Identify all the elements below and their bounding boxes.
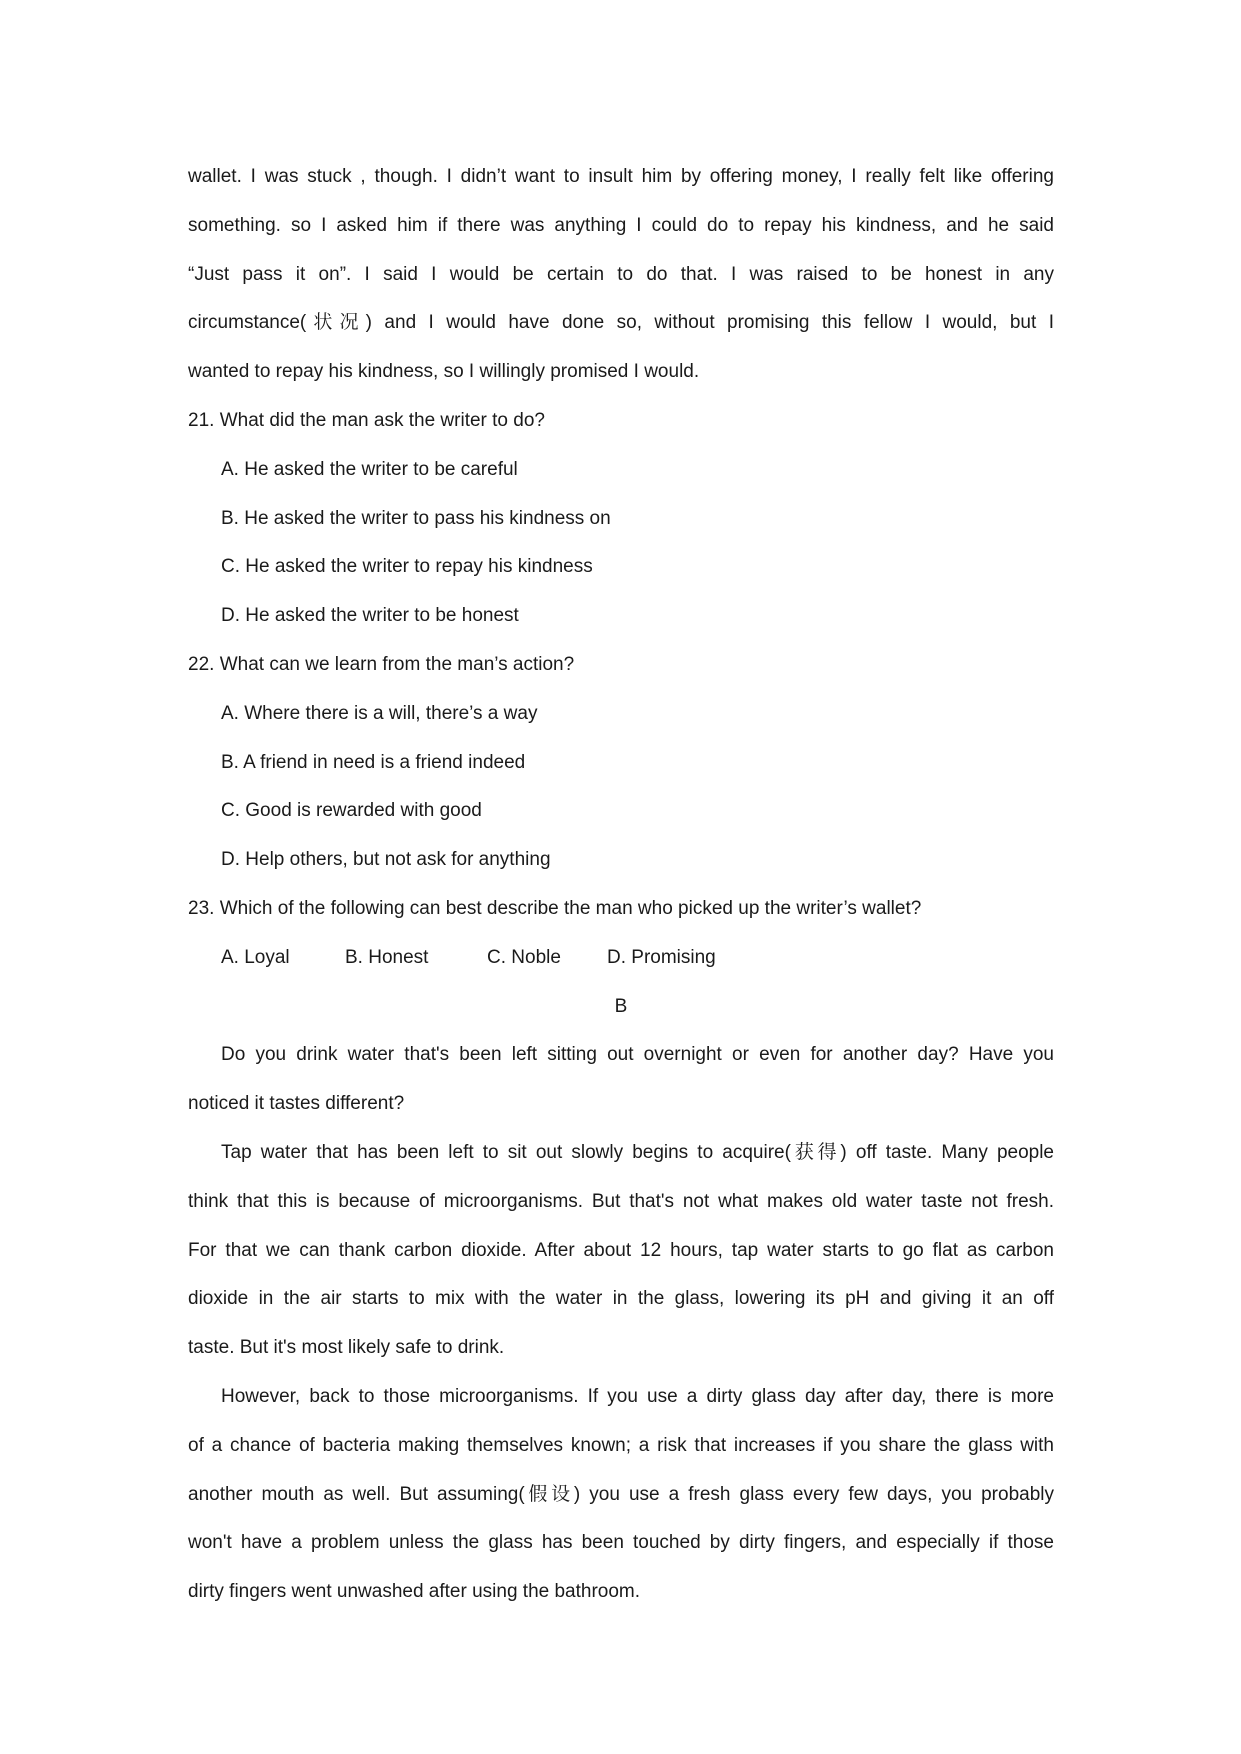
question-22 — [188, 641, 1054, 885]
passage-b-paragraph-2 — [188, 1129, 1054, 1373]
answer-option: B. He asked the writer to pass his kindness on — [221, 507, 611, 529]
answer-option: D. He asked the writer to be honest — [221, 605, 519, 627]
answer-option: D. Promising — [607, 946, 716, 968]
answer-option: A. He asked the writer to be careful — [221, 458, 518, 480]
passage-line: wanted to repay his kindness, so I willingly promised I would. — [188, 361, 700, 383]
passage-line: Do you drink water that's been left sitting out overnight or even for another day? Have you — [221, 1044, 1054, 1066]
question-23 — [188, 885, 1054, 983]
answer-option: C. He asked the writer to repay his kindness — [221, 556, 593, 578]
passage-b-paragraph-1 — [188, 1031, 1054, 1129]
answer-option: C. Noble — [487, 946, 561, 968]
passage-line: For that we can thank carbon dioxide. After about 12 hours, tap water starts to go flat as carbon — [188, 1239, 1054, 1261]
passage-line: think that this is because of microorganisms. But that's not what makes old water taste not fresh. — [188, 1190, 1054, 1212]
passage-line: noticed it tastes different? — [188, 1093, 405, 1115]
answer-option: A. Loyal — [221, 946, 290, 968]
passage-line: However, back to those microorganisms. If you use a dirty glass day after day, there is more — [221, 1385, 1054, 1407]
answer-option: B. A friend in need is a friend indeed — [221, 751, 526, 773]
answer-option: B. Honest — [345, 946, 429, 968]
answer-option: D. Help others, but not ask for anything — [221, 849, 551, 871]
passage-line: “Just pass it on”. I said I would be certain to do that. I was raised to be honest in any — [188, 263, 1054, 285]
passage-b-paragraph-3 — [188, 1373, 1054, 1617]
answer-option: A. Where there is a will, there’s a way — [221, 702, 538, 724]
question-21 — [188, 397, 1054, 641]
passage-line: dirty fingers went unwashed after using the bathroom. — [188, 1581, 641, 1603]
passage-line: dioxide in the air starts to mix with the water in the glass, lowering its pH and giving it an off — [188, 1288, 1054, 1310]
passage-line: something. so I asked him if there was anything I could do to repay his kindness, and he said — [188, 214, 1054, 236]
passage-line: won't have a problem unless the glass has been touched by dirty fingers, and especially if those — [188, 1532, 1054, 1554]
section-heading: B — [614, 995, 628, 1017]
passage-line: circumstance(状况) and I would have done so, without promising this fellow I would, but I — [188, 312, 1054, 334]
passage-line: another mouth as well. But assuming(假设) you use a fresh glass every few days, you probably — [188, 1483, 1054, 1505]
passage-line: taste. But it's most likely safe to drink. — [188, 1337, 505, 1359]
passage-line: wallet. I was stuck , though. I didn’t want to insult him by offering money, I really felt like offering — [188, 166, 1054, 187]
answer-options-row — [188, 934, 1054, 983]
passage-a-paragraph — [188, 153, 1054, 397]
question-stem: 22. What can we learn from the man’s action? — [188, 653, 575, 675]
document-page — [188, 153, 1054, 1617]
question-stem: 23. Which of the following can best describe the man who picked up the writer’s wallet? — [188, 897, 922, 919]
passage-line: Tap water that has been left to sit out slowly begins to acquire(获得) off taste. Many people — [221, 1141, 1054, 1163]
answer-option: C. Good is rewarded with good — [221, 800, 482, 822]
question-stem: 21. What did the man ask the writer to do? — [188, 409, 545, 431]
passage-line: of a chance of bacteria making themselves known; a risk that increases if you share the glass with — [188, 1434, 1054, 1456]
